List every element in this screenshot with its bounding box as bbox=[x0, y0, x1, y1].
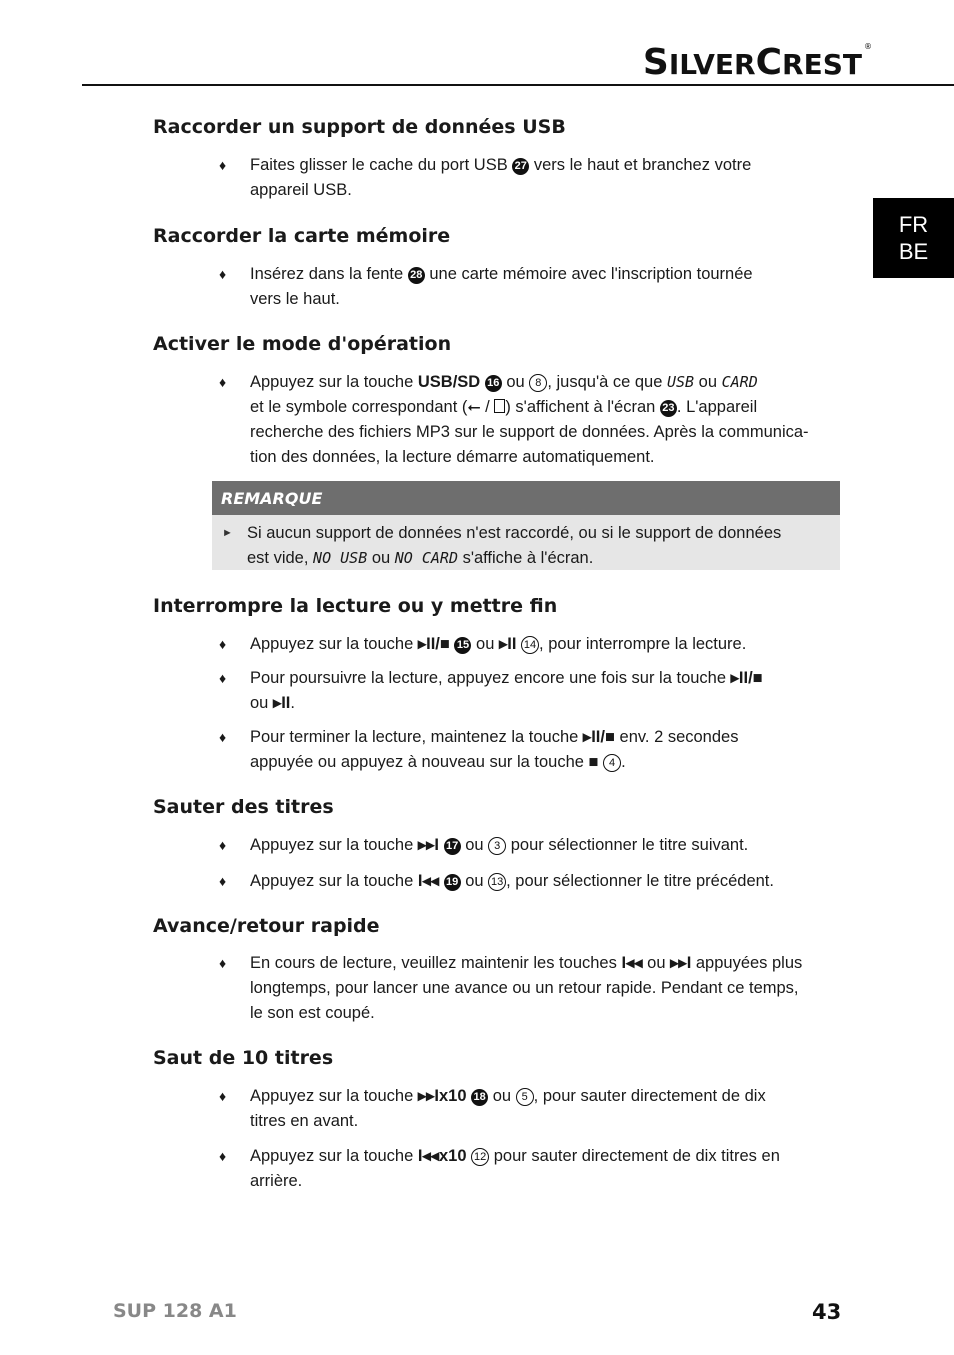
triangle-bullet-icon: ► bbox=[222, 527, 233, 539]
header-rule bbox=[82, 84, 954, 86]
bullet-ten-1: ♦ Appuyez sur la touche ▸▸Ix10 18 ou 5 , pour sauter directement de dix titres en avant. bbox=[153, 1084, 843, 1134]
diamond-bullet-icon: ♦ bbox=[219, 1088, 227, 1104]
bullet-ten-2: ♦ Appuyez sur la touche I◂◂x10 12 pour sauter directement de dix titres en arrière. bbox=[153, 1144, 843, 1194]
diamond-bullet-icon: ♦ bbox=[219, 636, 227, 652]
bullet-mode: ♦ Appuyez sur la touche USB/SD 16 ou 8 , jusqu'à ce que USB ou CARD et le symbole correspondant (⭠ / ) s'affichent à l'écran 23 . L'appareil recherche des fichiers MP3 sur le support de données. Après la communica- tion des données, la lecture démarre automatiquement. bbox=[153, 370, 843, 470]
diamond-bullet-icon: ♦ bbox=[219, 1148, 227, 1164]
bullet-usb: ♦ Faites glisser le cache du port USB 27 vers le haut et branchez votre appareil USB. bbox=[153, 153, 843, 203]
footer-model: SUP 128 A1 bbox=[113, 1300, 237, 1322]
bullet-skip-1: ♦ Appuyez sur la touche ▸▸I 17 ou 3 pour sélectionner le titre suivant. bbox=[153, 833, 843, 858]
bullet-pause-2: ♦ Pour poursuivre la lecture, appuyez encore une fois sur la touche ▸II/■ ou ▸II. bbox=[153, 666, 843, 716]
section-title-pause: Interrompre la lecture ou y mettre fin bbox=[153, 595, 558, 617]
diamond-bullet-icon: ♦ bbox=[219, 374, 227, 390]
language-tab: FR BE bbox=[873, 198, 954, 278]
note-body: ► Si aucun support de données n'est raccordé, ou si le support de données est vide, NO USB ou NO CARD s'affiche à l'écran. bbox=[212, 515, 840, 570]
bullet-pause-1: ♦ Appuyez sur la touche ▸II/■ 15 ou ▸II 14 , pour interrompre la lecture. bbox=[153, 632, 843, 657]
diamond-bullet-icon: ♦ bbox=[219, 837, 227, 853]
note-box bbox=[212, 481, 840, 570]
bullet-pause-3: ♦ Pour terminer la lecture, maintenez la touche ▸II/■ env. 2 secondes appuyée ou appuyez à nouveau sur la touche ■ 4 . bbox=[153, 725, 843, 775]
section-title-skip: Sauter des titres bbox=[153, 796, 334, 818]
diamond-bullet-icon: ♦ bbox=[219, 729, 227, 745]
diamond-bullet-icon: ♦ bbox=[219, 955, 227, 971]
section-title-usb: Raccorder un support de données USB bbox=[153, 116, 566, 138]
main-content bbox=[153, 114, 843, 470]
diamond-bullet-icon: ♦ bbox=[219, 157, 227, 173]
brand-logo: SILVERCREST® bbox=[642, 42, 872, 83]
bullet-card: ♦ Insérez dans la fente 28 une carte mémoire avec l'inscription tournée vers le haut. bbox=[153, 262, 843, 312]
memory-card-icon bbox=[494, 399, 505, 413]
section-title-ten: Saut de 10 titres bbox=[153, 1047, 334, 1069]
bullet-skip-2: ♦ Appuyez sur la touche I◂◂ 19 ou 13 , pour sélectionner le titre précédent. bbox=[153, 869, 843, 894]
diamond-bullet-icon: ♦ bbox=[219, 873, 227, 889]
section-title-ff: Avance/retour rapide bbox=[153, 915, 380, 937]
page-number: 43 bbox=[812, 1300, 842, 1324]
usb-icon: ⭠ bbox=[467, 398, 481, 416]
bullet-ff: ♦ En cours de lecture, veuillez maintenir les touches I◂◂ ou ▸▸I appuyées plus longtemps, pour lancer une avance ou un retour rapide. Pendant ce temps, le son est coupé. bbox=[153, 951, 843, 1026]
main-content-lower bbox=[153, 593, 843, 1194]
note-heading: REMARQUE bbox=[212, 481, 840, 515]
diamond-bullet-icon: ♦ bbox=[219, 670, 227, 686]
section-title-mode: Activer le mode d'opération bbox=[153, 333, 452, 355]
diamond-bullet-icon: ♦ bbox=[219, 266, 227, 282]
section-title-card: Raccorder la carte mémoire bbox=[153, 225, 451, 247]
